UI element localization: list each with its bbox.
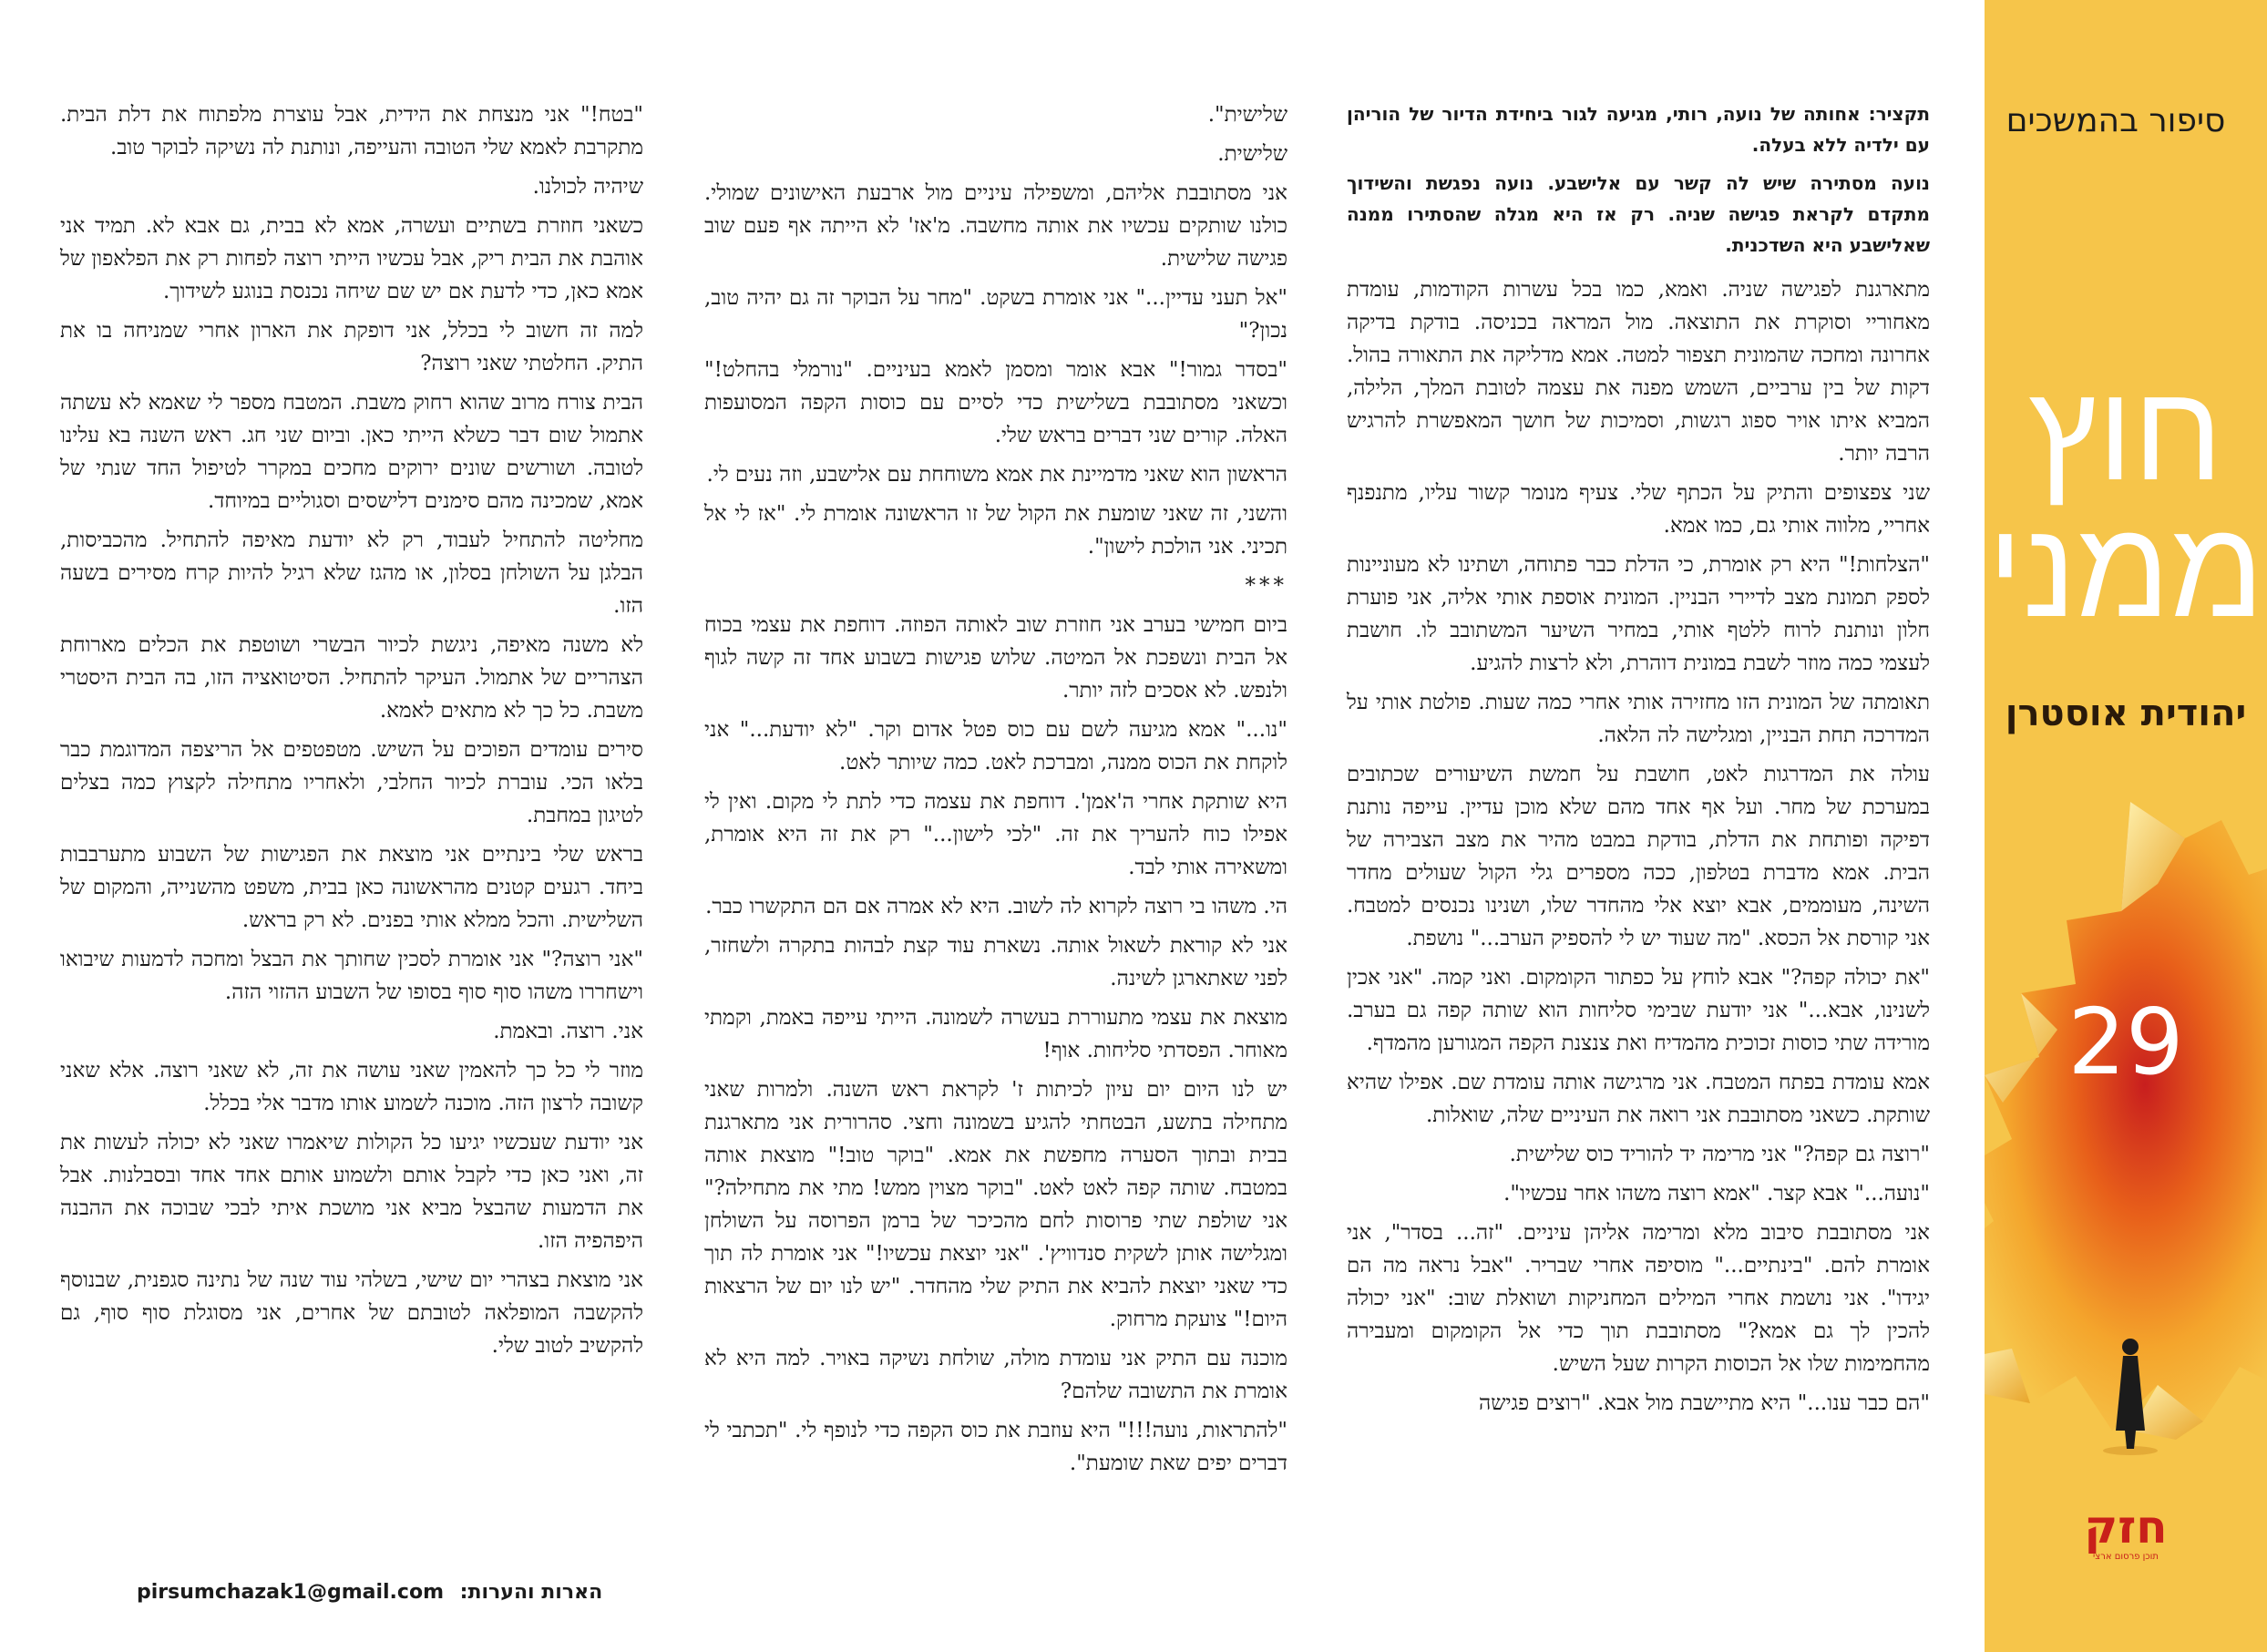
body-paragraph: בראש שלי בינתיים אני מוצאת את הפגישות של השבוע מתערבבות ביחד. רגעים קטנים מהראשונה כאן בבית, משפט מהשנייה, והמקום של השלישית. והכל ממלא אותי בפנים. לא רק בראש. xyxy=(60,843,643,932)
body-paragraph: "רוצה גם קפה?" אני מרימה יד להוריד כוס שלישית. xyxy=(1509,1143,1930,1166)
page-number: 29 xyxy=(2067,989,2184,1095)
body-paragraph: הי. משהו בי רוצה לקרוא לה לשוב. היא לא אמרה אם הם התקשרו כבר. xyxy=(705,895,1287,918)
body-paragraph: אני יודעת שעכשיו יגיעו כל הקולות שיאמרו שאני לא יכולה לעשות את זה, ואני כאן כדי לקבל אותם ולשמוע אותם אחד אחד ובסבלנות. אבל את הדמעות שהבצל מביא אני מושכת איתי לבכי שבוכה את ההבנה היפהפיה הזו. xyxy=(60,1131,643,1253)
woman-silhouette-icon xyxy=(2094,1330,2167,1458)
body-paragraph: "הם כבר ענו..." היא מתיישבת מול אבא. "רוצים פגישה xyxy=(1478,1391,1930,1415)
body-paragraph: לא משנה מאיפה, ניגשת לכיור הבשרי ושוטפת את הכלים מארוחת הצהריים של אתמול. העיקר להתחיל. הסיטואציה הזו, בה הבית היסטרי משבת. כל כך לא מתאים לאמא. xyxy=(60,633,643,723)
contact-label: הארות והערות: xyxy=(459,1581,603,1604)
body-paragraph: והשני, זה שאני שומעת את הקול של זו הראשונה אומרת לי. "אז לי אל תכיני. אני הולכת לישון". xyxy=(704,502,1287,559)
summary-box xyxy=(1347,98,1930,261)
body-paragraph: "בטח!" אני מנצחת את הידית, אבל עוצרת מלפתוח את דלת הבית. מתקרבת לאמא שלי הטובה והעייפה, ונותנת לה נשיקה לבוקר טוב. xyxy=(60,103,643,159)
body-paragraph: מוכנה עם התיק אני עומדת מולה, שולחת נשיקה באויר. למה היא לא אומרת את התשובה שלהם? xyxy=(704,1347,1287,1403)
body-paragraph: אני מסתובבת סיבוב מלא ומרימה אליהן עיניים. "זה... בסדר", אני אומרת להם. "בינתיים..." מוסיפה אחרי שבריר. "אבל נראה מה הם יגידו". אני נושמת אחרי המילים המחניקות ושואלת שוב: "אני יכולה להכין לך גם אמא?" מסתובבת תוך כדי אל הקומקום ומעבירה מהחמימות שלו אל הכוסות הקרות שעל השיש. xyxy=(1347,1221,1930,1376)
body-paragraph: אני מוצאת בצהרי יום שישי, בשלהי עוד שנה של נתינה סגפנית, שבנוסף להקשבה המופלאה לטובתם של אחרים, אני מסוגלת סוף סוף, גם להקשיב לטוב שלי. xyxy=(60,1268,643,1358)
body-paragraph: אני. רוצה. ובאמת. xyxy=(493,1020,643,1043)
body-paragraph: אני לא קוראת לשאול אותה. נשארת עוד קצת לבהות בתקרה ולשחזר, לפני שאתארגן לשינה. xyxy=(704,934,1287,990)
body-paragraph: הראשון הוא שאני מדמיינת את אמא משוחחת עם אלישבע, וזה נעים לי. xyxy=(706,463,1287,487)
body-paragraph: אני מסתובבת אליהם, ומשפילה עיניים מול ארבעת האישונים שמולי. כולנו שותקים עכשיו את אותה מחשבה. מ'אז' לא הייתה אף פעם שוב פגישה שלישית. xyxy=(704,181,1287,271)
body-paragraph: עולה את המדרגות לאט, חושבת על חמשת השיעורים שכתובים במערכת של מחר. ועל אף אחד מהם שלא מוכן עדיין. עייפה נותנת דפיקה ופותחת את הדלת, בודקת במבט מהיר את מצב הצבירה של הבית. אמא מדברת בטלפון, ככה מספרים גלי הקול שעולים מחדר השינה, מעוממים, אבא יוצא אלי מהחדר שלו, ושנינו נכנסים למטבח. אני קורסת אל הכסא. "מה שעוד יש לי להספיק הערב..." נושפת. xyxy=(1347,763,1930,950)
body-paragraph: אמא עומדת בפתח המטבח. אני מרגישה אותה עומדת שם. אפילו שהיא שותקת. כשאני מסתובבת אני רואה את העיניים שלה, שואלות. xyxy=(1347,1071,1930,1127)
body-paragraph: מוזר לי כל כך להאמין שאני עושה את זה, לא שאני רוצה. אלא שאני קשובה לרצון הזה. מוכנה לשמוע אותו מדבר אלי בכלל. xyxy=(60,1059,643,1115)
body-paragraph: "אל תעני עדיין..." אני אומרת בשקט. "מחר על הבוקר זה גם יהיה טוב, נכון?" xyxy=(704,286,1287,343)
body-paragraph: כשאני חוזרת בשתיים ועשרה, אמא לא בבית, גם אבא לא. תמיד אני אוהבת את הבית ריק, אבל עכשיו הייתי רוצה לפחות רק את הפלאפון של אמא כאן, כדי לדעת אם יש שם שיחה נכנסת בנוגע לשידוך. xyxy=(60,214,644,303)
body-paragraph: שיהיה לכולנו. xyxy=(532,175,643,199)
contact-email[interactable]: pirsumchazak1@gmail.com xyxy=(137,1581,444,1604)
body-paragraph: מוצאת את עצמי מתעוררת בעשרה לשמונה. הייתי עייפה באמת, וקמתי מאוחר. הפסדתי סליחות. אוף! xyxy=(704,1006,1287,1062)
series-label: סיפור בהמשכים xyxy=(2005,102,2226,139)
story-title-line: ממני xyxy=(1987,490,2264,649)
body-paragraph: "את יכולה קפה?" אבא לוחץ על כפתור הקומקום. ואני קמה. "אני אכין לשנינו, אבא..." אני יודעת שבימי סליחות הוא שותה קפה גם בערב. מורידה שתי כוסות זכוכית מהמדיח ואת צנצנת הקפה המגורען מהמדף. xyxy=(1347,966,1930,1055)
summary-paragraph: נועה מסתירה שיש לה קשר עם אלישבע. נועה נפגשת והשידוך מתקדם לקראת פגישה שניה. רק אז היא מגלה שהסתירו ממנה שאלישבע היא השדכנית. xyxy=(1347,172,1930,256)
summary-paragraph: תקציר: אחותה של נועה, רותי, מגיעה לגור ביחידת הדיור של הוריהן עם ילדיה ללא בעלה. xyxy=(1347,103,1930,156)
body-paragraph: תאומתה של המונית הזו מחזירה אותי אחרי כמה שעות. פולטת אותי על המדרכה תחת הבניין, ומגלישה לה הלאה. xyxy=(1347,691,1930,747)
contact-footer xyxy=(137,1581,602,1604)
body-paragraph: סירים עומדים הפוכים על השיש. מטפטפים אל הריצפה המדוגמת כבר בלאו הכי. עוברת לכיור החלבי, ולאחריו מתחילה לקצוץ כמה בצלים לטיגון במחבת. xyxy=(60,738,643,827)
body-paragraph: "נו..." אמא מגיעה לשם עם כוס פטל אדום וקר. "לא יודעת..." אני לוקחת את הכוס ממנה, ומברכת לאט. כמה שיותר לאט. xyxy=(704,718,1287,775)
section-separator: *** xyxy=(1245,574,1287,598)
article-column-left xyxy=(60,98,643,1369)
body-paragraph: "בסדר גמור!" אבא אומר ומסמן לאמא בעיניים. "נורמלי בהחלט!" וכשאני מסתובבת בשלישית כדי לסיים עם כוסות הקפה המסועפות האלה. קורים שני דברים בראש שלי. xyxy=(704,358,1287,447)
body-paragraph: שלישית". xyxy=(1207,103,1287,127)
publisher-logo-text: חזק xyxy=(2084,1501,2168,1554)
article-column-middle xyxy=(704,98,1287,1486)
publisher-logo xyxy=(2082,1503,2170,1567)
body-paragraph: "להתראות, נועה!!!" היא עוזבת את כוס הקפה כדי לנופף לי. "תכתבי לי דברים יפים שאת שומעת". xyxy=(704,1419,1287,1475)
body-paragraph: "אני רוצה?" אני אומרת לסכין שחותך את הבצל ומחכה לדמעות שיבואו וישחררו משהו סוף סוף בסופו של השבוע ההזוי הזה. xyxy=(60,948,643,1004)
body-paragraph: למה זה חשוב לי בכלל, אני דופקת את הארון אחרי שמניחה בו את התיק. החלטתי שאני רוצה? xyxy=(60,319,643,375)
body-paragraph: שני צפצופים והתיק על הכתף שלי. צעיף מנומר קשור עליו, מתנפנף אחריי, מלווה אותי גם, כמו אמא. xyxy=(1347,481,1930,538)
story-title-line: חוץ xyxy=(2028,354,2223,512)
publisher-logo-subtext: תוכן פרסום ארצי xyxy=(2093,1552,2159,1562)
body-paragraph: שלישית. xyxy=(1217,142,1287,166)
body-paragraph: "הצלחות!" היא רק אומרת, כי הדלת כבר פתוחה, ושתינו לא מעוניינות לספק תמונת מצב לדיירי הבניין. המונית אוספת אותי אליה, אני פוערת חלון ונותנת לרוח ללטף אותי, במחיר השיער המשתובב לו. חושבת לעצמי כמה מוזר לשבת במונית דוהרת, ולא לרצות להגיע. xyxy=(1347,553,1930,675)
body-paragraph: ביום חמישי בערב אני חוזרת שוב לאותה הפוזה. דוחפת את עצמי בכוח אל הבית ונשפכת אל המיטה. שלוש פגישות בשבוע אחד זה קשה לגוף ולנפש. לא אסכים לזה יותר. xyxy=(704,613,1288,703)
body-paragraph: הבית צורח מרוב שהוא רחוק משבת. המטבח מספר לי שאמא לא עשתה אתמול שום דבר כשלא הייתי כאן. וביום שני חג. ראש השנה בא עלינו לטובה. ושורשים שונים ירוקים מחכים במקרר לטיפול החד שנתי של אמא, שמכינה מהם סימנים דלישסים וסגוליים במיוחד. xyxy=(60,391,643,513)
body-paragraph: "נועה..." אבא קצר. "אמא רוצה משהו אחר עכשיו". xyxy=(1503,1182,1930,1206)
author-name: יהודית אוסטרן xyxy=(2005,693,2247,734)
title-sidebar xyxy=(1985,0,2267,1652)
article-column-right xyxy=(1347,98,1930,1426)
story-title xyxy=(1985,354,2267,649)
body-paragraph: מחליטה להתחיל לעבוד, רק לא יודעת מאיפה להתחיל. מהכביסות, הבלגן על השולחן בסלון, או מהגז שלא רגיל להיות קרח מסירים בשעה הזו. xyxy=(60,528,643,618)
body-paragraph: מתארגנת לפגישה שניה. ואמא, כמו בכל עשרות הקודמות, עומדת מאחוריי וסוקרת את התוצאה. מול המראה בכניסה. בודקת בדיקה אחרונה ומחכה שהמונית תצפור למטה. אמא מדליקה את התאורה בהול. דקות של בין ערביים, השמש מפנה את עצמה לטובת המלך, הלילה, המביא איתו אויר ספוג רגשות, וסמיכות של חושך המאפשרת להרגיש הרבה יותר. xyxy=(1347,278,1930,466)
body-paragraph: היא שותקת אחרי ה'אמן'. דוחפת את עצמה כדי לתת לי מקום. ואין לי אפילו כוח להעריך את זה. "לכי לישון..." רק את זה היא אומרת, ומשאירה אותי לבד. xyxy=(704,790,1287,879)
body-paragraph: יש לנו היום יום עיון לכיתות ז' לקראת ראש השנה. ולמרות שאני מתחילה בתשע, הבטחתי להגיע בשמונה וחצי. סהרורית אני מתארגנת בבית ובתוך הסערה מחפשת את אמא. "בוקר טוב!" מוצאת אותה במטבח. שותה קפה לאט לאט. "בוקר מצוין ממש! מתי את מתחילה?" אני שולפת שתי פרוסות לחם מהכיכר של ברמן הפרוסה על השולחן ומגלישה אותן לשקית סנדוויץ'. "אני יוצאת עכשיו!" אני אומרת לה תוך כדי שאני יוצאת להביא את התיק שלי מהחדר. "יש לנו יום של הרצאות היום!" צועקת מרחוק. xyxy=(704,1078,1287,1331)
